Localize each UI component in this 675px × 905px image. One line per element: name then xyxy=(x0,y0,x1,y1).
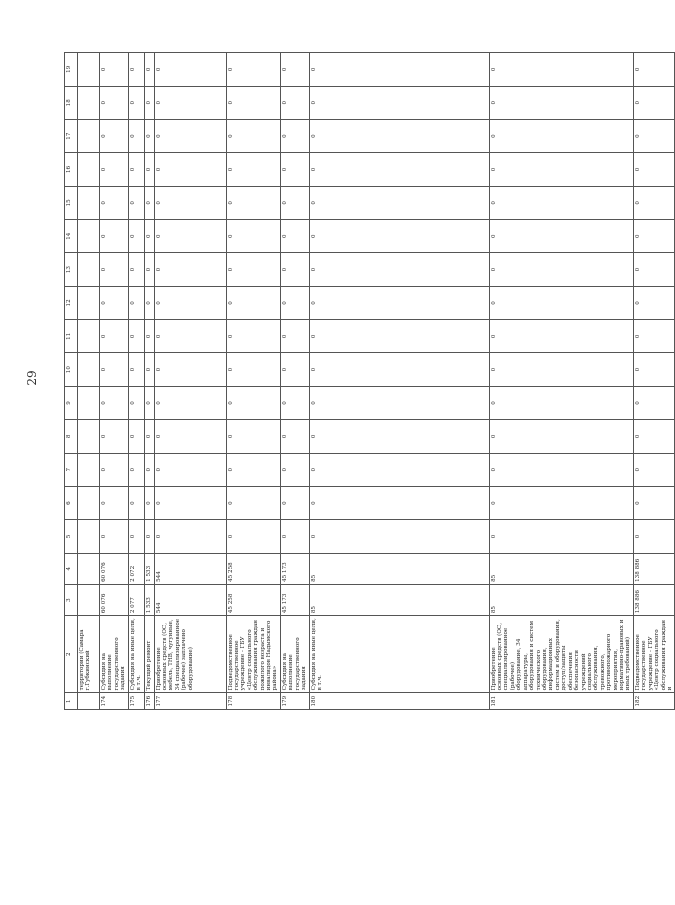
amount-cell: 85 xyxy=(489,553,633,584)
value-cell: 0 xyxy=(226,253,280,286)
amount-cell: 85 xyxy=(309,584,489,615)
value-cell: 0 xyxy=(309,286,489,319)
value-cell: 0 xyxy=(100,286,129,319)
table-row xyxy=(489,53,633,710)
value-cell: 0 xyxy=(226,86,280,119)
value-cell: 0 xyxy=(280,320,309,353)
value-cell xyxy=(78,253,100,286)
row-name-cell: территории (Самара г.Губкинский xyxy=(78,616,100,693)
value-cell: 0 xyxy=(154,386,226,419)
row-number-cell: 175 xyxy=(128,693,144,710)
table-row xyxy=(78,53,100,710)
value-cell: 0 xyxy=(128,153,144,186)
value-cell: 0 xyxy=(144,220,154,253)
value-cell: 0 xyxy=(280,486,309,519)
value-cell: 0 xyxy=(226,420,280,453)
amount-cell: 138 886 xyxy=(633,553,675,584)
value-cell: 0 xyxy=(144,353,154,386)
row-number-cell: 180 xyxy=(309,693,489,710)
value-cell: 0 xyxy=(226,520,280,553)
value-cell: 0 xyxy=(128,253,144,286)
value-cell: 0 xyxy=(633,53,675,87)
value-cell: 0 xyxy=(144,520,154,553)
row-name-cell: Субсидия на иные цели, в т.ч. xyxy=(128,616,144,693)
row-number-cell: 176 xyxy=(144,693,154,710)
value-cell: 0 xyxy=(280,53,309,87)
value-cell: 0 xyxy=(226,153,280,186)
value-cell: 0 xyxy=(309,119,489,152)
value-cell: 0 xyxy=(144,153,154,186)
value-cell: 0 xyxy=(226,53,280,87)
row-number-cell: 182 xyxy=(633,693,675,710)
value-cell: 0 xyxy=(128,220,144,253)
amount-cell: 45 173 xyxy=(280,584,309,615)
value-cell: 0 xyxy=(154,486,226,519)
value-cell: 0 xyxy=(309,253,489,286)
value-cell: 0 xyxy=(226,453,280,486)
value-cell: 0 xyxy=(128,53,144,87)
value-cell: 0 xyxy=(489,220,633,253)
value-cell: 0 xyxy=(100,153,129,186)
value-cell: 0 xyxy=(489,286,633,319)
table-row xyxy=(226,53,280,710)
value-cell: 0 xyxy=(100,386,129,419)
value-cell xyxy=(78,453,100,486)
value-cell: 0 xyxy=(280,520,309,553)
value-cell: 0 xyxy=(154,520,226,553)
page-number: 29 xyxy=(25,370,39,386)
value-cell xyxy=(78,520,100,553)
value-cell: 0 xyxy=(154,86,226,119)
value-cell xyxy=(78,420,100,453)
value-cell: 0 xyxy=(633,420,675,453)
value-cell: 0 xyxy=(128,320,144,353)
value-cell: 0 xyxy=(226,486,280,519)
amount-cell xyxy=(78,584,100,615)
amount-cell: 2 077 xyxy=(128,584,144,615)
amount-cell: 45 258 xyxy=(226,584,280,615)
value-cell xyxy=(78,486,100,519)
value-cell: 0 xyxy=(489,386,633,419)
value-cell: 0 xyxy=(280,119,309,152)
value-cell: 0 xyxy=(633,220,675,253)
value-cell xyxy=(78,53,100,87)
value-cell: 0 xyxy=(309,453,489,486)
value-cell: 0 xyxy=(144,53,154,87)
value-cell: 0 xyxy=(154,353,226,386)
value-cell: 0 xyxy=(489,453,633,486)
value-cell xyxy=(78,320,100,353)
amount-cell: 85 xyxy=(309,553,489,584)
value-cell: 0 xyxy=(489,353,633,386)
column-header: 16 xyxy=(65,153,78,186)
value-cell: 0 xyxy=(144,320,154,353)
value-cell: 0 xyxy=(633,520,675,553)
column-header: 15 xyxy=(65,186,78,219)
budget-table xyxy=(64,52,675,710)
column-header: 7 xyxy=(65,453,78,486)
table-row xyxy=(144,53,154,710)
value-cell: 0 xyxy=(100,186,129,219)
value-cell: 0 xyxy=(309,386,489,419)
amount-cell: 60 076 xyxy=(100,584,129,615)
column-header: 12 xyxy=(65,286,78,319)
amount-cell xyxy=(78,553,100,584)
row-number-cell xyxy=(78,693,100,710)
value-cell: 0 xyxy=(100,320,129,353)
value-cell: 0 xyxy=(489,186,633,219)
row-number-cell: 177 xyxy=(154,693,226,710)
value-cell: 0 xyxy=(633,386,675,419)
value-cell xyxy=(78,86,100,119)
value-cell: 0 xyxy=(128,353,144,386)
value-cell: 0 xyxy=(633,320,675,353)
row-name-cell: Подведомственное государственное учреждение - ГБУ «Центр социального обслуживания граждан и xyxy=(633,616,675,693)
amount-cell: 60 076 xyxy=(100,553,129,584)
value-cell: 0 xyxy=(100,220,129,253)
amount-cell: 1 533 xyxy=(144,584,154,615)
value-cell: 0 xyxy=(144,453,154,486)
value-cell: 0 xyxy=(154,253,226,286)
column-header: 3 xyxy=(65,584,78,615)
value-cell: 0 xyxy=(100,486,129,519)
table-row xyxy=(633,53,675,710)
value-cell: 0 xyxy=(309,186,489,219)
column-header: 14 xyxy=(65,220,78,253)
value-cell: 0 xyxy=(128,420,144,453)
value-cell xyxy=(78,119,100,152)
amount-cell: 544 xyxy=(154,584,226,615)
value-cell: 0 xyxy=(280,420,309,453)
row-number-cell: 178 xyxy=(226,693,280,710)
amount-cell: 138 886 xyxy=(633,584,675,615)
value-cell: 0 xyxy=(154,53,226,87)
value-cell: 0 xyxy=(633,153,675,186)
value-cell: 0 xyxy=(100,86,129,119)
table-row xyxy=(309,53,489,710)
column-header-row xyxy=(65,53,78,710)
value-cell: 0 xyxy=(633,86,675,119)
value-cell: 0 xyxy=(309,486,489,519)
value-cell: 0 xyxy=(154,320,226,353)
value-cell xyxy=(78,353,100,386)
value-cell: 0 xyxy=(633,286,675,319)
value-cell: 0 xyxy=(226,320,280,353)
row-name-cell: Подведомственное государственное учреждение - ГБУ «Центр социального обслуживания граждан пожилого возраста и инвалидов Надымского района» xyxy=(226,616,280,693)
value-cell: 0 xyxy=(100,253,129,286)
value-cell: 0 xyxy=(100,53,129,87)
column-header: 5 xyxy=(65,520,78,553)
value-cell: 0 xyxy=(154,420,226,453)
value-cell: 0 xyxy=(280,453,309,486)
value-cell: 0 xyxy=(489,253,633,286)
row-name-cell: Субсидия на иные цели, в т.ч. xyxy=(309,616,489,693)
value-cell: 0 xyxy=(128,386,144,419)
value-cell: 0 xyxy=(489,320,633,353)
value-cell: 0 xyxy=(309,220,489,253)
value-cell: 0 xyxy=(309,86,489,119)
value-cell: 0 xyxy=(144,253,154,286)
value-cell: 0 xyxy=(489,520,633,553)
column-header: 11 xyxy=(65,320,78,353)
amount-cell: 45 173 xyxy=(280,553,309,584)
table-row xyxy=(280,53,309,710)
row-number-cell: 179 xyxy=(280,693,309,710)
value-cell xyxy=(78,153,100,186)
value-cell: 0 xyxy=(489,153,633,186)
value-cell: 0 xyxy=(226,119,280,152)
value-cell: 0 xyxy=(489,86,633,119)
column-header: 1 xyxy=(65,693,78,710)
column-header: 6 xyxy=(65,486,78,519)
amount-cell: 544 xyxy=(154,553,226,584)
rotated-table-container xyxy=(64,52,673,710)
value-cell: 0 xyxy=(100,453,129,486)
value-cell: 0 xyxy=(309,320,489,353)
row-number-cell: 181 xyxy=(489,693,633,710)
value-cell: 0 xyxy=(280,220,309,253)
value-cell: 0 xyxy=(144,386,154,419)
value-cell: 0 xyxy=(633,186,675,219)
column-header: 10 xyxy=(65,353,78,386)
value-cell: 0 xyxy=(226,353,280,386)
row-number-cell: 174 xyxy=(100,693,129,710)
value-cell: 0 xyxy=(144,420,154,453)
column-header: 8 xyxy=(65,420,78,453)
value-cell: 0 xyxy=(128,186,144,219)
value-cell: 0 xyxy=(100,520,129,553)
value-cell: 0 xyxy=(100,420,129,453)
column-header: 4 xyxy=(65,553,78,584)
value-cell: 0 xyxy=(154,453,226,486)
value-cell: 0 xyxy=(280,86,309,119)
value-cell: 0 xyxy=(633,119,675,152)
table-row xyxy=(128,53,144,710)
value-cell: 0 xyxy=(489,420,633,453)
amount-cell: 85 xyxy=(489,584,633,615)
value-cell xyxy=(78,386,100,419)
column-header: 13 xyxy=(65,253,78,286)
value-cell: 0 xyxy=(128,86,144,119)
amount-cell: 45 258 xyxy=(226,553,280,584)
value-cell: 0 xyxy=(309,153,489,186)
value-cell: 0 xyxy=(128,520,144,553)
row-name-cell: Субсидия на выполнение государственного задания xyxy=(280,616,309,693)
value-cell: 0 xyxy=(128,453,144,486)
value-cell: 0 xyxy=(100,353,129,386)
value-cell xyxy=(78,286,100,319)
value-cell: 0 xyxy=(144,186,154,219)
value-cell: 0 xyxy=(154,153,226,186)
table-row xyxy=(154,53,226,710)
amount-cell: 2 072 xyxy=(128,553,144,584)
value-cell: 0 xyxy=(154,119,226,152)
value-cell: 0 xyxy=(309,420,489,453)
column-header: 9 xyxy=(65,386,78,419)
value-cell: 0 xyxy=(280,386,309,419)
value-cell: 0 xyxy=(489,486,633,519)
value-cell xyxy=(78,186,100,219)
value-cell: 0 xyxy=(280,153,309,186)
value-cell: 0 xyxy=(309,353,489,386)
value-cell: 0 xyxy=(309,53,489,87)
value-cell: 0 xyxy=(144,486,154,519)
value-cell: 0 xyxy=(633,353,675,386)
value-cell: 0 xyxy=(154,186,226,219)
row-name-cell: Субсидия на выполнение государственного задания xyxy=(100,616,129,693)
value-cell: 0 xyxy=(144,119,154,152)
value-cell: 0 xyxy=(144,86,154,119)
table-row xyxy=(100,53,129,710)
value-cell: 0 xyxy=(128,119,144,152)
value-cell: 0 xyxy=(226,386,280,419)
value-cell: 0 xyxy=(226,286,280,319)
value-cell: 0 xyxy=(128,286,144,319)
value-cell: 0 xyxy=(489,53,633,87)
value-cell: 0 xyxy=(280,186,309,219)
amount-cell: 1 533 xyxy=(144,553,154,584)
column-header: 19 xyxy=(65,53,78,87)
value-cell: 0 xyxy=(144,286,154,319)
value-cell: 0 xyxy=(280,353,309,386)
column-header: 18 xyxy=(65,86,78,119)
value-cell: 0 xyxy=(633,253,675,286)
row-name-cell: Приобретение основных средств (ОС, мебель, ТНВ, чугунные, 34 специализированное (рабочее) заплачено оборудование) xyxy=(154,616,226,693)
value-cell: 0 xyxy=(309,520,489,553)
value-cell xyxy=(78,220,100,253)
value-cell: 0 xyxy=(280,286,309,319)
value-cell: 0 xyxy=(128,486,144,519)
value-cell: 0 xyxy=(489,119,633,152)
value-cell: 0 xyxy=(633,453,675,486)
column-header: 17 xyxy=(65,119,78,152)
value-cell: 0 xyxy=(633,486,675,519)
value-cell: 0 xyxy=(226,220,280,253)
row-name-cell: Приобретение основных средств (ОС, специализированное (рабочее) оборудование, 34 аппаратуры, оборудования и систем технического оборудования, информационных систем и оборудования, доступ/защиты обеспечения безопасности учреждений социального обслуживания, тревожного, противопожарного мероприятия, нормативно-правовых и иных требований) xyxy=(489,616,633,693)
value-cell: 0 xyxy=(100,119,129,152)
value-cell: 0 xyxy=(154,220,226,253)
value-cell: 0 xyxy=(154,286,226,319)
row-name-cell: Текущий ремонт xyxy=(144,616,154,693)
value-cell: 0 xyxy=(280,253,309,286)
column-header: 2 xyxy=(65,616,78,693)
value-cell: 0 xyxy=(226,186,280,219)
table-region xyxy=(64,52,673,710)
